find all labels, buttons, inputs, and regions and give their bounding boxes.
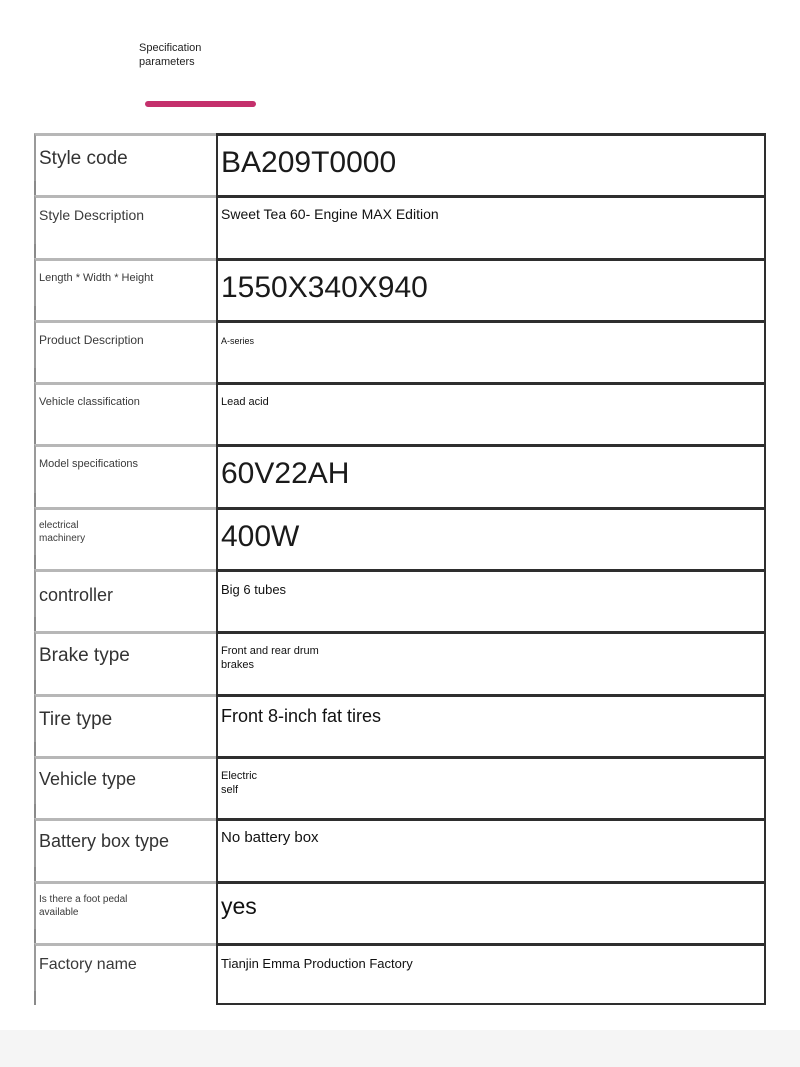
row-label: Tire type [39, 708, 113, 730]
table-row [34, 195, 766, 257]
row-label: electrical machinery [39, 519, 86, 544]
table-row [34, 507, 766, 569]
table-row [34, 320, 766, 382]
label-cell [34, 943, 216, 1005]
label-cell [34, 382, 216, 444]
label-cell [34, 631, 216, 693]
value-cell [216, 631, 766, 693]
table-row [34, 133, 766, 195]
table-row [34, 818, 766, 880]
row-value: Sweet Tea 60- Engine MAX Edition [221, 206, 439, 223]
row-label: Factory name [39, 955, 137, 973]
value-cell [216, 133, 766, 195]
row-value: Electric self [221, 769, 258, 796]
title-accent-bar [145, 101, 256, 107]
table-row [34, 881, 766, 943]
row-label: Brake type [39, 645, 130, 667]
table-row [34, 756, 766, 818]
row-label: Is there a foot pedal available [39, 893, 128, 918]
row-value: 400W [221, 519, 300, 553]
footer-band [0, 1030, 800, 1067]
row-value: Tianjin Emma Production Factory [221, 955, 413, 971]
row-value: Front and rear drum brakes [221, 645, 319, 672]
table-row [34, 694, 766, 756]
value-cell [216, 258, 766, 320]
table-row [34, 943, 766, 1005]
section-title-text: Specification [139, 42, 202, 54]
label-cell [34, 507, 216, 569]
label-cell [34, 320, 216, 382]
row-label: Product Description [39, 332, 144, 347]
label-cell [34, 195, 216, 257]
spec-table [34, 133, 766, 1005]
row-label: Vehicle type [39, 768, 137, 789]
label-cell [34, 818, 216, 880]
row-label: Battery box type [39, 831, 170, 852]
value-cell [216, 382, 766, 444]
row-value: Front 8-inch fat tires [221, 705, 382, 726]
row-value: BA209T0000 [221, 146, 397, 179]
label-cell [34, 694, 216, 756]
row-value: Big 6 tubes [221, 582, 287, 598]
row-value: Lead acid [221, 396, 269, 409]
value-cell [216, 444, 766, 506]
row-value: No battery box [221, 829, 319, 847]
row-value: yes [221, 892, 257, 919]
value-cell [216, 818, 766, 880]
row-value: 1550X340X940 [221, 270, 428, 304]
row-label: controller [39, 585, 114, 606]
row-label: Vehicle classification [39, 396, 140, 409]
value-cell [216, 507, 766, 569]
table-row [34, 631, 766, 693]
value-cell [216, 943, 766, 1005]
row-label: Length * Width * Height [39, 271, 154, 284]
row-label: Model specifications [39, 458, 139, 471]
label-cell [34, 569, 216, 631]
table-row [34, 258, 766, 320]
table-row [34, 569, 766, 631]
value-cell [216, 756, 766, 818]
section-title-subtext: parameters [139, 56, 195, 68]
row-label: Style Description [39, 207, 145, 224]
row-value: A-series [221, 335, 255, 346]
table-row [34, 382, 766, 444]
label-cell [34, 444, 216, 506]
row-label: Style code [39, 148, 128, 169]
value-cell [216, 569, 766, 631]
row-value: 60V22AH [221, 457, 350, 491]
label-cell [34, 133, 216, 195]
section-title [139, 41, 201, 69]
label-cell [34, 258, 216, 320]
value-cell [216, 694, 766, 756]
value-cell [216, 195, 766, 257]
value-cell [216, 320, 766, 382]
label-cell [34, 881, 216, 943]
value-cell [216, 881, 766, 943]
label-cell [34, 756, 216, 818]
table-row [34, 444, 766, 506]
